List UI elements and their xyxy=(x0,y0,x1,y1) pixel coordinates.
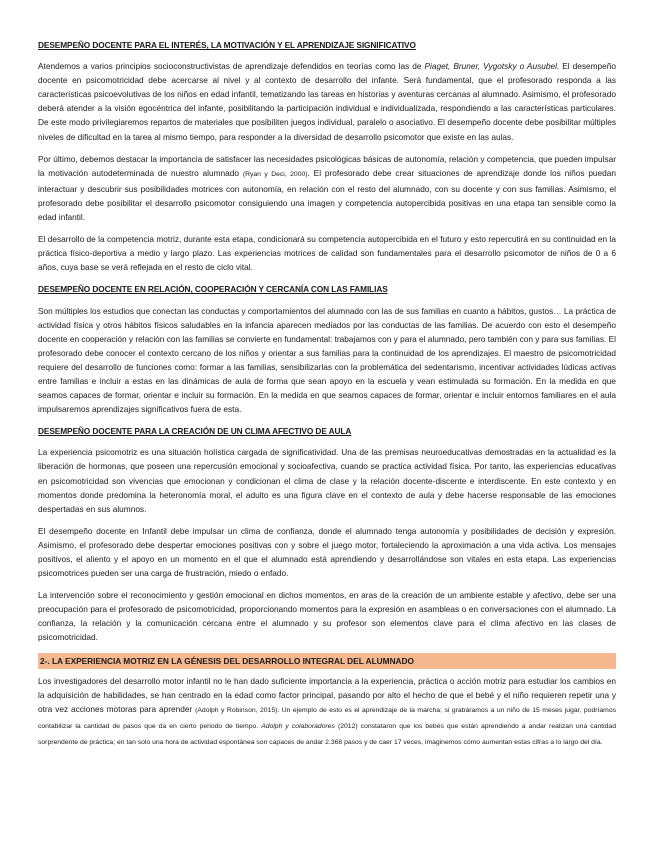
paragraph xyxy=(38,674,616,750)
authors-italic: Adolph y colaboradores xyxy=(261,722,335,730)
paragraph-text: . El desempeño docente en psicomotricidad debe acercarse al nivel y al contexto de desarrollo del infante. Será fundamental, que el profesorado responda a las características psicoevolutivas de los niños en edad infantil, tematizando las tareas en historias y aventuras cercanas al alumnado. Asimismo, el profesorado deberá atender a la visión egocéntrica del infante, posibilitando la participación individual e individualizada, respondiendo a las características particulares. De este modo privilegiaremos repartos de materiales que posibiliten juegos individual, paralelo o asociativo. El desempeño docente debe posibilitar múltiples niveles de dificultad en la tarea al mismo tiempo, para responder a la diversidad de desarrollo psicomotor que existe en las aulas. xyxy=(38,61,616,142)
paragraph: La experiencia psicomotriz es una situación holística cargada de significatividad. Una de las premisas neuroeducativas demostradas en la actualidad es la liberación de hormonas, que poseen una repercusión emocional y socioafectiva, cuando se practica actividad física. Por tanto, las experiencias educativas en psicomotricidad son vivencias que emocionan y condicionan el clima de clase y la relación docente-discente e interdiscente. En este contexto y en momentos donde predomina la heteronomía moral, el adulto es una figura clave en el contexto de aula y debe hacerse responsable de las emociones despertadas en sus alumnos. xyxy=(38,447,616,514)
paragraph-text: Atendemos a varios principios socioconstructivistas de aprendizaje defendidos en teorías como las de xyxy=(38,61,425,72)
paragraph: El desarrollo de la competencia motriz, durante esta etapa, condicionará su competencia autopercibida en el futuro y esto repercutirá en su continuidad en la práctica físico-deportiva a medio y largo plazo. Las experiencias motrices de calidad son fundamentales para el desarrollo psicomotor de niños de 0 a 6 años, cuya base se verá reflejada en el resto de ciclo vital. xyxy=(38,234,616,273)
paragraph: Son múltiples los estudios que conectan las conductas y comportamientos del alumnado con las de sus familias en cuanto a hábitos, gustos… La práctica de actividad física y otros hábitos físicos saludables en la infancia aparecen mediados por las conductas de las familias. De acuerdo con esto el desempeño docente en cooperación y relación con las familias se convierte en fundamental: trabajamos con y para el alumnado, pero también con y para sus familias. El profesorado debe conocer el contexto cercano de los niños y orientar a sus familias para la continuidad de los aprendizajes. El maestro de psicomotricidad requiere del desarrollo de funciones como: formar a las familias, sensibilizarlas con la problemática del sedentarismo, incentivar actividades lúdicas activas entre familias e incluir a estas en las dinámicas de aula de forma que sean apoyo en la escuela y vean estimulada su formación. En la medida en que seamos capaces de formar, orientar e incluir su formación. En la medida en que seamos capaces de formar, orientar e incluir entornos familiares en el aula impulsaremos aprendizajes significativos fuera de esta. xyxy=(38,305,616,415)
paragraph: El desempeño docente en Infantil debe impulsar un clima de confianza, donde el alumnado tenga autonomía y posibilidades de decisión y expresión. Asimismo, el profesorado debe despertar emociones positivas con y sobre el juego motor, fortaleciendo la aproximación a una vida activa. Los mensajes positivos, el aliento y el apoyo en un momento en el que el alumnado está aprendiendo y desarrollándose son vitales en esta etapa. Las experiencias psicomotrices pueden ser una carga de frustración, miedo o enfado. xyxy=(38,525,616,579)
section-heading-families: DESEMPEÑO DOCENTE EN RELACIÓN, COOPERACIÓN Y CERCANÍA CON LAS FAMILIAS xyxy=(38,284,388,295)
paragraph xyxy=(38,59,616,144)
section-heading-affective-climate: DESEMPEÑO DOCENTE PARA LA CREACIÓN DE UN CLIMA AFECTIVO DE AULA xyxy=(38,426,352,437)
paragraph-text: Por último, debemos destacar la importancia de satisfacer las necesidades psicológicas básicas de autonomía, relación y competencia, que pueden impulsar la motivación autodeterminada de nuestro alumnado xyxy=(38,153,616,178)
paragraph-text: . El profesorado debe crear situaciones de aprendizaje donde los niños puedan interactuar y descubrir sus posibilidades motrices con autonomía, en relación con el resto del alumnado, con su docente y con sus familias. Asimismo, el profesorado debe posibilitar el desarrollo psicomotor consiguiendo una imagen y competencia autopercibida positivas en una etapa tan sensible como la edad infantil. xyxy=(38,167,617,223)
citation: (Adolph y Robinson, 2015) xyxy=(195,706,278,714)
paragraph-text: Los investigadores del desarrollo motor infantil no le han dado suficiente importancia a la experiencia, práctica o acción motriz para estudiar los cambios en la adquisición de habilidades, se han centrado en la edad como factor principal, pasando por alto el hecho de que el bebé y el niño requieren repetir una y otra vez acciones motoras para aprender xyxy=(38,675,616,714)
paragraph-text-small: (2012) constataron que los bebés que están aprendiendo a andar realizan una cantidad sorprendente de práctica; en tan solo una hora de actividad espontánea son capaces de andar 2.368 pasos y de caer 17 veces, imaginemos cómo aumentan estas cifras a lo largo del día. xyxy=(38,722,616,747)
authors-italic: Piaget, Bruner, Vygotsky o Ausubel xyxy=(424,61,557,72)
paragraph-text-small: . Un ejemplo de esto es el aprendizaje de la marcha; si grabáramos a un niño de 15 meses jugar, podríamos contabilizar la cantidad de pasos que da en cierto periodo de tiempo. xyxy=(38,706,617,730)
document-page xyxy=(38,38,616,750)
section-heading-motor-experience: 2-. LA EXPERIENCIA MOTRIZ EN LA GÉNESIS DEL DESARROLLO INTEGRAL DEL ALUMNADO xyxy=(38,653,616,669)
citation: (Ryan y Deci, 2000) xyxy=(242,170,308,178)
paragraph xyxy=(38,152,616,224)
paragraph: La intervención sobre el reconocimiento y gestión emocional en dichos momentos, en aras de la creación de un ambiente estable y afectivo, debe ser una preocupación para el profesorado de psicomotricidad, proporcionando momentos para la expresión en asambleas o en conversaciones con el alumnado. La confianza, la relación y la comunicación cercana entre el alumnado y su profesor son elementos clave para el clima afectivo en las clases de psicomotricidad. xyxy=(38,590,616,643)
section-heading-interest-motivation: DESEMPEÑO DOCENTE PARA EL INTERÉS, LA MOTIVACIÓN Y EL APRENDIZAJE SIGNIFICATIVO xyxy=(38,40,416,50)
